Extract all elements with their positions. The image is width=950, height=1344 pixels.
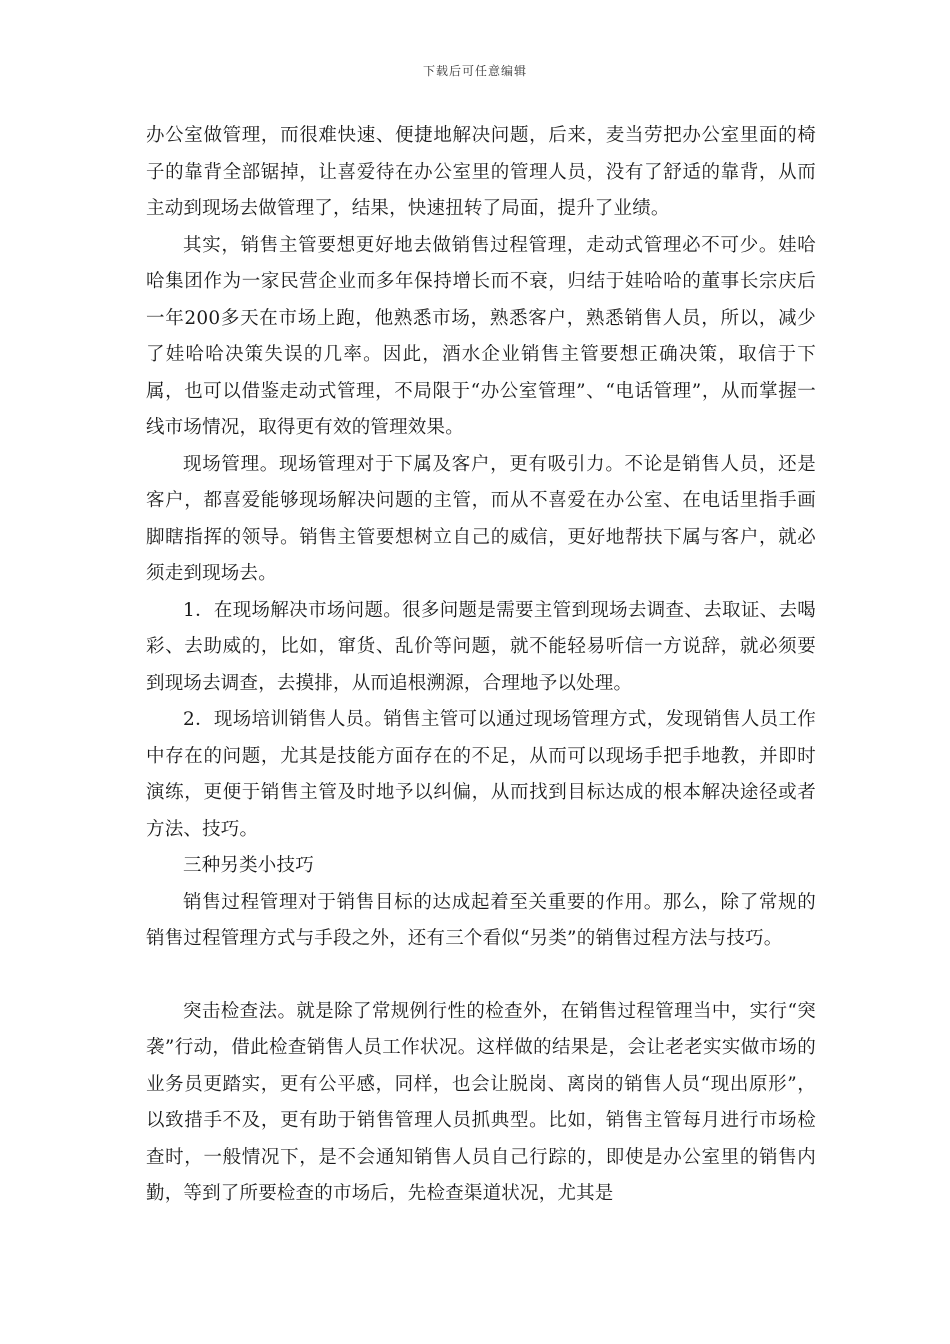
- blank-line: [146, 958, 816, 994]
- paragraph-surprise-inspection: 突击检查法。就是除了常规例行性的检查外，在销售过程管理当中，实行“突袭”行动，借此检查销售人员工作状况。这样做的结果是，会让老老实实做市场的业务员更踏实，更有公平感，同样，也会让脱岗、离岗的销售人员“现出原形”，以致措手不及，更有助于销售管理人员抓典型。比如，销售主管每月进行市场检查时，一般情况下，是不会通知销售人员自己行踪的，即使是办公室里的销售内勤，等到了所要检查的市场后，先检查渠道状况，尤其是: [146, 1000, 816, 1204]
- paragraph-walking-management: 其实，销售主管要想更好地去做销售过程管理，走动式管理必不可少。娃哈哈集团作为一家民营企业而多年保持增长而不衰，归结于娃哈哈的董事长宗庆后一年200多天在市场上跑，他熟悉市场，熟悉客户，熟悉销售人员，所以，减少了娃哈哈决策失误的几率。因此，酒水企业销售主管要想正确决策，取信于下属，也可以借鉴走动式管理，不局限于“办公室管理”、“电话管理”，从而掌握一线市场情况，取得更有效的管理效果。: [146, 234, 816, 438]
- paragraph-onsite-management: 现场管理。现场管理对于下属及客户，更有吸引力。不论是销售人员，还是客户，都喜爱能够现场解决问题的主管，而从不喜爱在办公室、在电话里指手画脚瞎指挥的领导。销售主管要想树立自己的威信，更好地帮扶下属与客户，就必须走到现场去。: [146, 453, 816, 584]
- paragraph-office-management: 办公室做管理，而很难快速、便捷地解决问题，后来，麦当劳把办公室里面的椅子的靠背全部锯掉，让喜爱待在办公室里的管理人员，没有了舒适的靠背，从而主动到现场去做管理了，结果，快速扭转了局面，提升了业绩。: [146, 125, 816, 219]
- section-heading: 三种另类小技巧: [183, 855, 314, 876]
- paragraph-three-tips-intro: 销售过程管理对于销售目标的达成起着至关重要的作用。那么，除了常规的销售过程管理方式与手段之外，还有三个看似“另类”的销售过程方法与技巧。: [146, 891, 816, 949]
- page-header-note: 下载后可任意编辑: [422, 64, 527, 78]
- paragraph-item-1: 1．在现场解决市场问题。很多问题是需要主管到现场去调查、去取证、去喝彩、去助威的，比如，窜货、乱价等问题，就不能轻易听信一方说辞，就必须要到现场去调查，去摸排，从而追根溯源，合理地予以处理。: [146, 599, 816, 694]
- document-body: [146, 118, 816, 1213]
- paragraph-item-2: 2．现场培训销售人员。销售主管可以通过现场管理方式，发现销售人员工作中存在的问题，尤其是技能方面存在的不足，从而可以现场手把手地教，并即时演练，更便于销售主管及时地予以纠偏，从而找到目标达成的根本解决途径或者方法、技巧。: [146, 709, 816, 840]
